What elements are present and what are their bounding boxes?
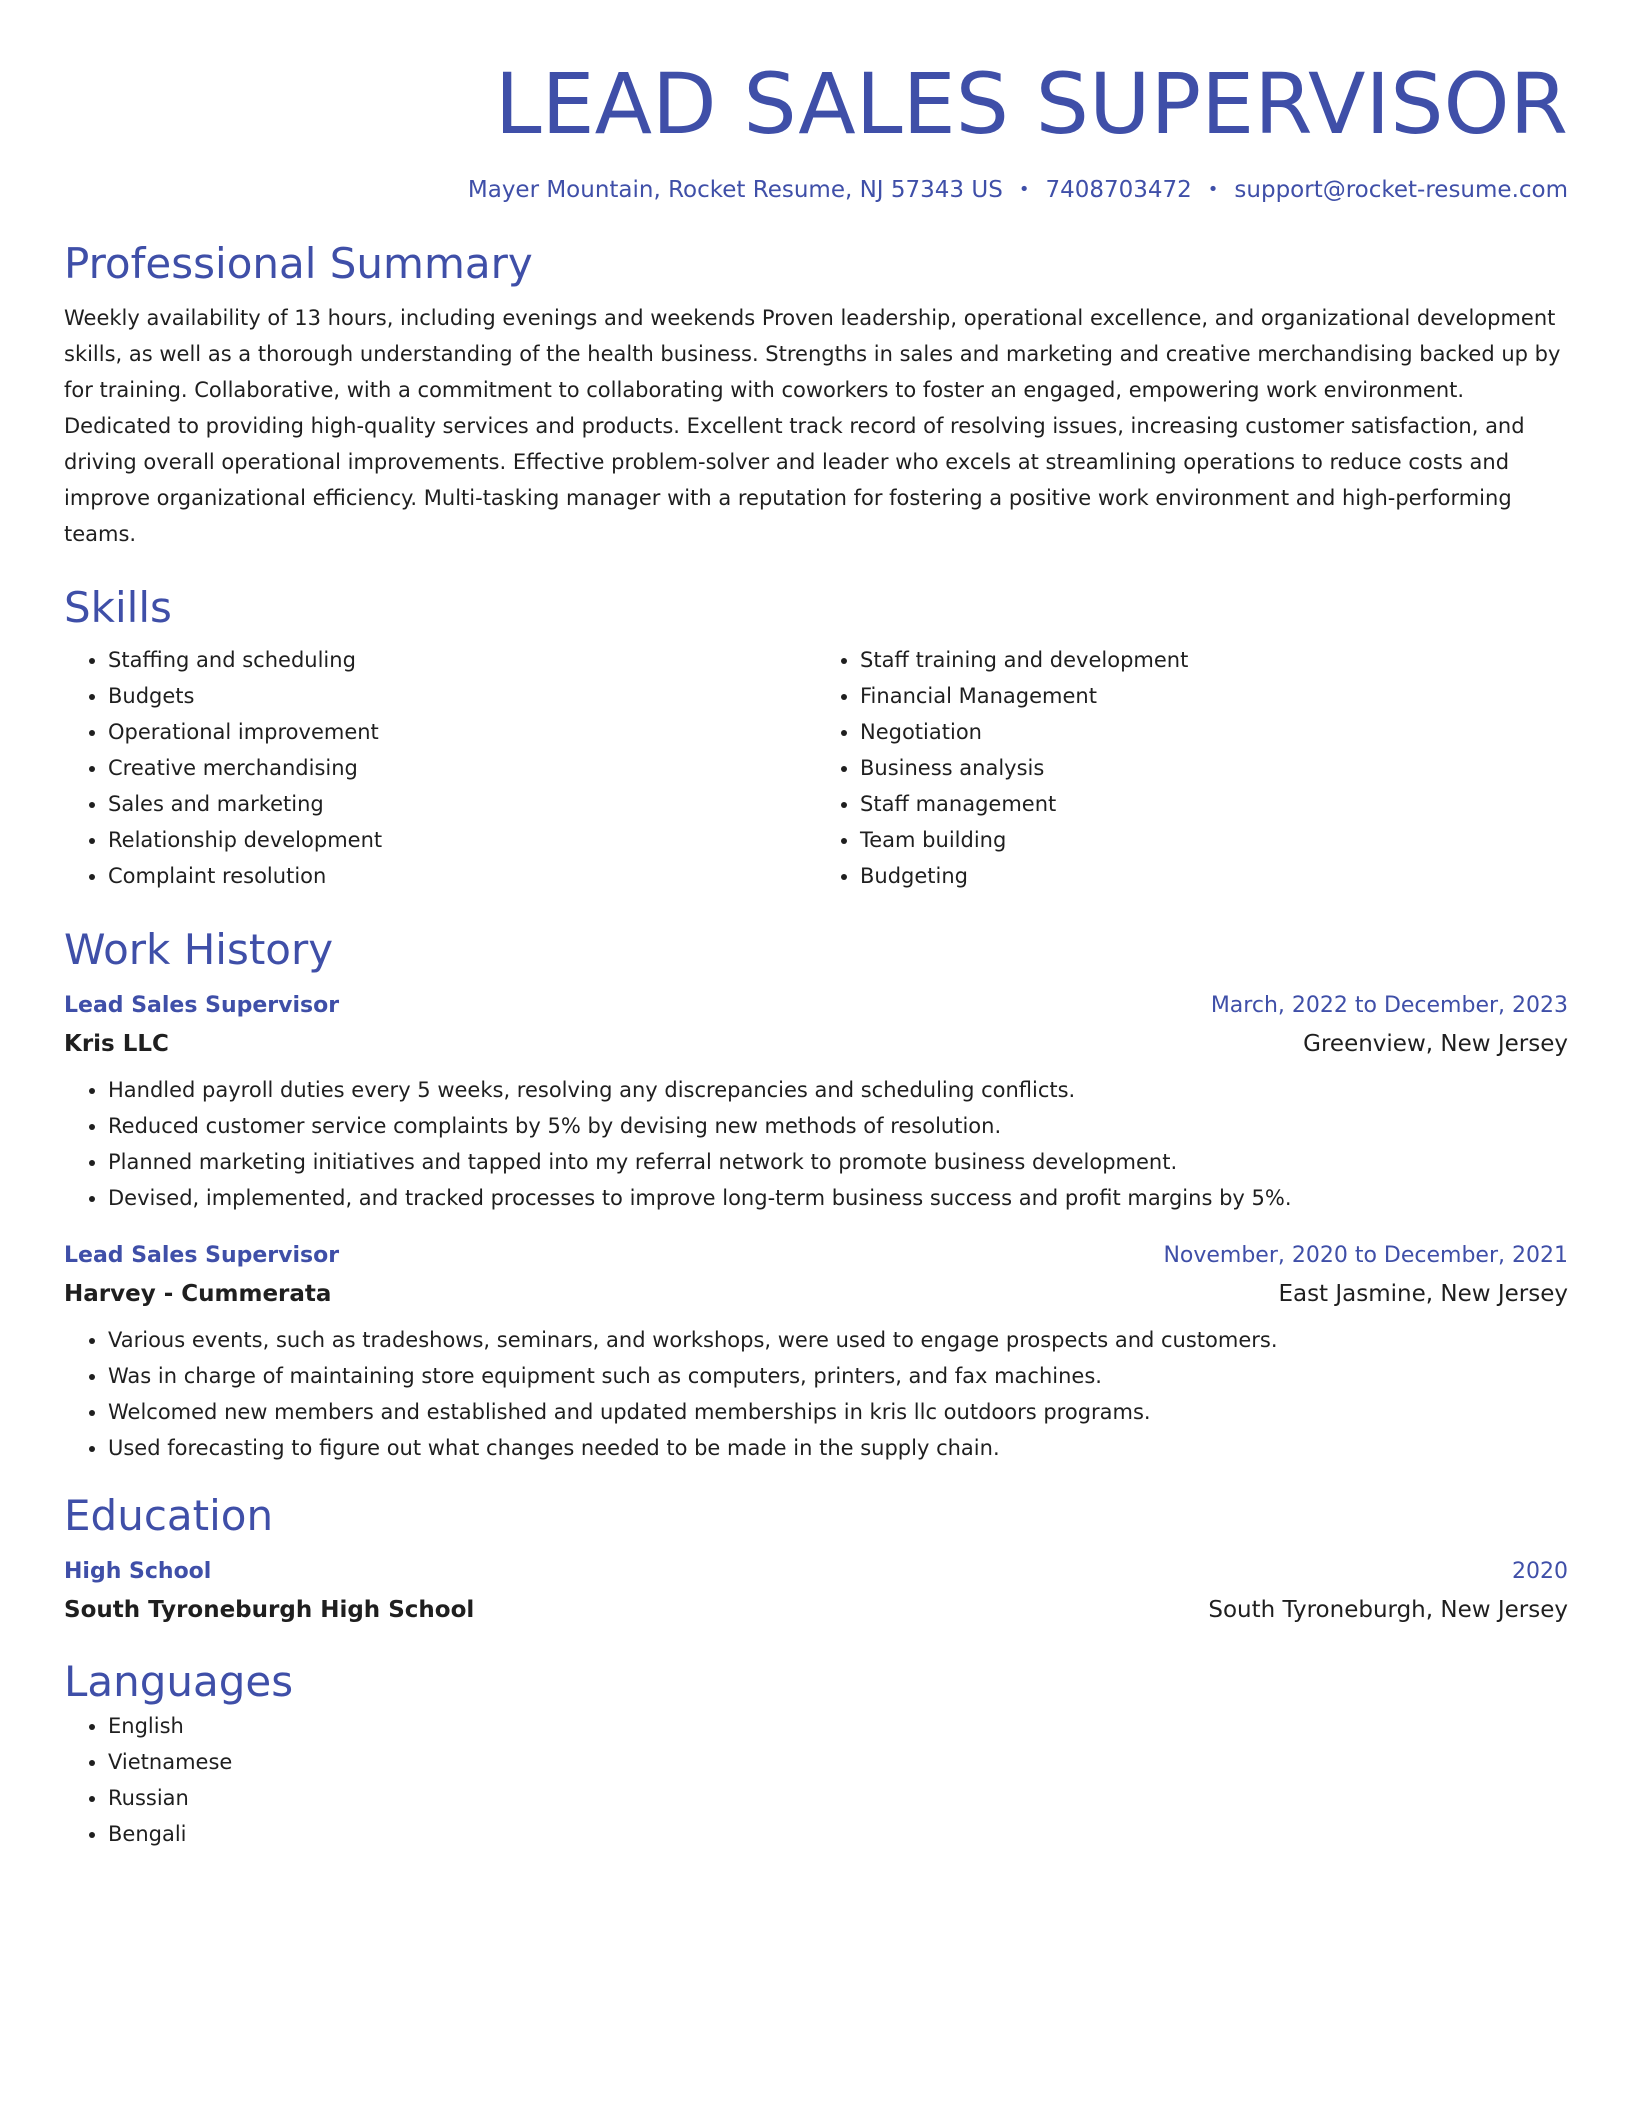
languages-heading: Languages (64, 1657, 294, 1706)
job-location: East Jasmine, New Jersey (1278, 1281, 1568, 1307)
language-item: • Vietnamese (108, 1744, 1568, 1780)
job-bullets (64, 1072, 1568, 1216)
skill-item: • Team building (860, 822, 1568, 858)
job-bullets (64, 1322, 1568, 1466)
skill-item: • Staff management (860, 786, 1568, 822)
education-location: South Tyroneburgh, New Jersey (1208, 1597, 1568, 1623)
skills-column-right (816, 642, 1568, 894)
skill-item: • Creative merchandising (108, 750, 816, 786)
job-entry (64, 988, 1568, 1216)
skill-item: • Operational improvement (108, 714, 816, 750)
education-school-row (64, 1590, 1568, 1630)
contact-separator: • (1207, 179, 1219, 200)
education-heading: Education (64, 1491, 274, 1540)
job-bullet: • Various events, such as tradeshows, seminars, and workshops, were used to engage prospects and customers. (108, 1322, 1568, 1358)
job-company-row (64, 1274, 1568, 1314)
contact-address: Mayer Mountain, Rocket Resume, NJ 57343 US (467, 177, 1003, 203)
language-item: • Bengali (108, 1816, 1568, 1852)
education-header-row (64, 1554, 1568, 1590)
skill-item: • Complaint resolution (108, 858, 816, 894)
job-location: Greenview, New Jersey (1303, 1031, 1568, 1057)
work-history-heading: Work History (64, 925, 334, 974)
job-company-row (64, 1024, 1568, 1064)
job-bullet: • Reduced customer service complaints by 5% by devising new methods of resolution. (108, 1108, 1568, 1144)
job-dates: March, 2022 to December, 2023 (1210, 993, 1568, 1018)
job-bullet: • Devised, implemented, and tracked processes to improve long-term business success and profit margins by 5%. (108, 1180, 1568, 1216)
contact-separator: • (1018, 179, 1030, 200)
skill-item: • Relationship development (108, 822, 816, 858)
skill-item: • Staff training and development (860, 642, 1568, 678)
contact-line (64, 174, 1568, 208)
job-entry (64, 1238, 1568, 1466)
job-dates: November, 2020 to December, 2021 (1163, 1243, 1568, 1268)
education-school: South Tyroneburgh High School (64, 1597, 475, 1623)
resume-name: LEAD SALES SUPERVISOR (494, 55, 1568, 153)
language-item: • Russian (108, 1780, 1568, 1816)
job-bullet: • Handled payroll duties every 5 weeks, resolving any discrepancies and scheduling conflicts. (108, 1072, 1568, 1108)
skill-item: • Staffing and scheduling (108, 642, 816, 678)
job-bullet: • Welcomed new members and established and updated memberships in kris llc outdoors programs. (108, 1394, 1568, 1430)
job-company: Kris LLC (64, 1031, 169, 1057)
skill-item: • Budgets (108, 678, 816, 714)
summary-heading: Professional Summary (64, 239, 533, 288)
job-header-row (64, 1238, 1568, 1274)
languages-list (64, 1708, 1568, 1852)
contact-phone: 7408703472 (1045, 177, 1192, 203)
skills-list (64, 642, 1568, 894)
job-title: Lead Sales Supervisor (64, 993, 340, 1018)
skills-heading: Skills (64, 583, 172, 632)
skill-item: • Sales and marketing (108, 786, 816, 822)
skill-item: • Budgeting (860, 858, 1568, 894)
summary-text: Weekly availability of 13 hours, including evenings and weekends Proven leadership, operational excellence, and organizational development skills, as well as a thorough understanding of the health business. Strengths in sales and marketing and creative merchandising backed up by for training. Collaborative, with a commitment to collaborating with coworkers to foster an engaged, empowering work environment. Dedicated to providing high-quality services and products. Excellent track record of resolving issues, increasing customer satisfaction, and driving overall operational improvements. Effective problem-solver and leader who excels at streamlining operations to reduce costs and improve organizational efficiency. Multi-tasking manager with a reputation for fostering a positive work environment and high-performing teams. (64, 306, 1561, 546)
education-degree: High School (64, 1559, 212, 1584)
skills-column-left (64, 642, 816, 894)
contact-email: support@rocket-resume.com (1234, 177, 1568, 203)
job-bullet: • Used forecasting to figure out what changes needed to be made in the supply chain. (108, 1430, 1568, 1466)
skill-item: • Negotiation (860, 714, 1568, 750)
language-item: • English (108, 1708, 1568, 1744)
job-header-row (64, 988, 1568, 1024)
job-bullet: • Was in charge of maintaining store equipment such as computers, printers, and fax machines. (108, 1358, 1568, 1394)
education-entry (64, 1554, 1568, 1630)
skill-item: • Financial Management (860, 678, 1568, 714)
job-bullet: • Planned marketing initiatives and tapped into my referral network to promote business development. (108, 1144, 1568, 1180)
education-year: 2020 (1512, 1559, 1568, 1584)
skill-item: • Business analysis (860, 750, 1568, 786)
resume-page (64, 0, 1568, 1852)
job-title: Lead Sales Supervisor (64, 1243, 340, 1268)
job-company: Harvey - Cummerata (64, 1281, 332, 1307)
